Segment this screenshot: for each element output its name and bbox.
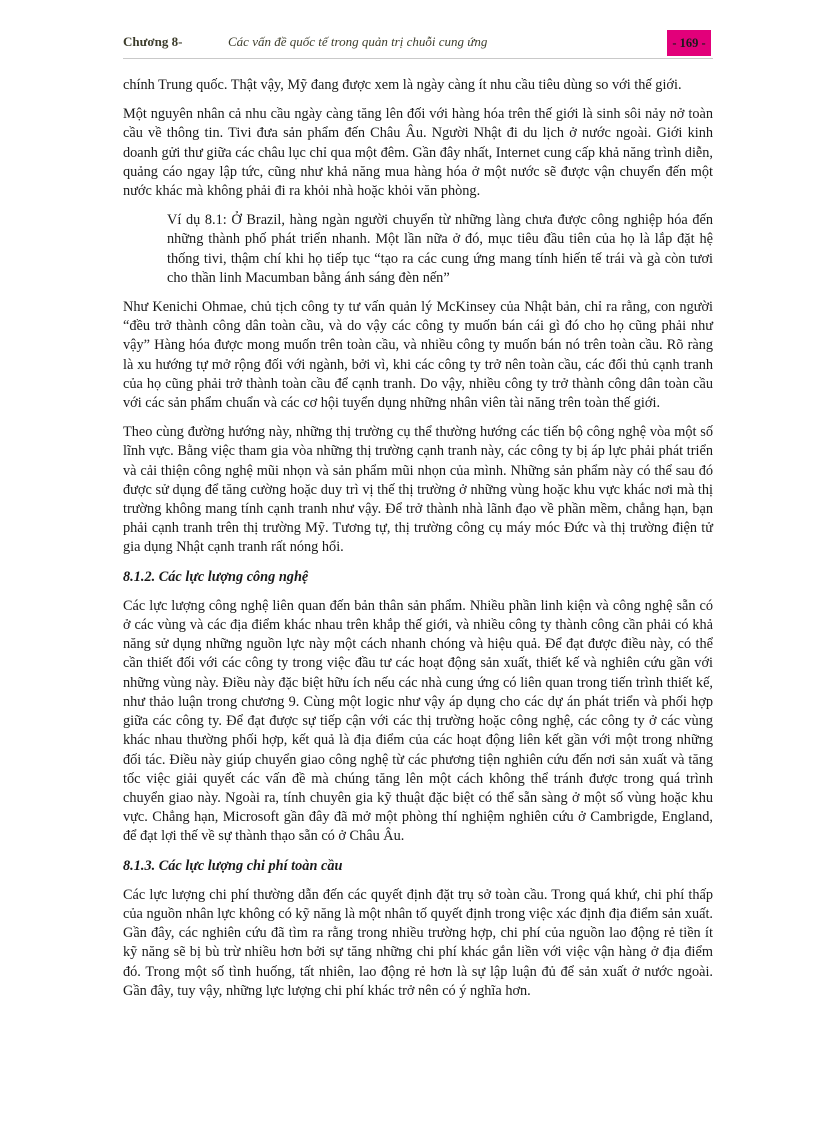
- paragraph: Các lực lượng chi phí thường dẫn đến các quyết định đặt trụ sở toàn cầu. Trong quá khứ, chi phí thấp của nguồn nhân lực không có kỹ năng là một nhân tố quyết định trong việc xác định địa điểm sản xuất. Gần đây, các nghiên cứu đã tìm ra rằng trong nhiều trường hợp, chi phí của nguồn lao động rẻ tiền ít kỹ năng sẽ bị bù trừ nhiều hơn bởi sự tăng những chi phí khác gắn liền với việc vận hàng ở địa điểm đó. Trong một số tình huống, tất nhiên, lao động rẻ hơn là sự lập luận đủ để sản xuất ở nước ngoài. Gần đây, tuy vậy, những lực lượng chi phí khác trở nên có ý nghĩa hơn.: [123, 886, 713, 999]
- paragraph: chính Trung quốc. Thật vậy, Mỹ đang được xem là ngày càng ít nhu cầu tiêu dùng so với thế giới.: [123, 77, 682, 93]
- header-divider: [123, 58, 713, 59]
- section-heading: 8.1.2. Các lực lượng công nghệ: [123, 568, 309, 585]
- chapter-title: Các vấn đề quốc tế trong quản trị chuỗi cung ứng: [228, 34, 488, 49]
- document-body: [123, 76, 713, 1011]
- paragraph: Như Kenichi Ohmae, chủ tịch công ty tư vấn quản lý McKinsey của Nhật bản, chỉ ra rằng, con người “đều trở thành công dân toàn cầu, và do vậy các công ty muốn bán cái gì đó cho họ cũng phải như vậy” Hàng hóa được mong muốn trên toàn cầu, và nhiều công ty muốn bán nó trên toàn cầu. Rõ ràng là xu hướng tự mở rộng đối với ngành, bởi vì, khi các công ty trở nên toàn cầu, các đối thủ cạnh tranh của họ cũng phải trở thành toàn cầu để cạnh tranh. Do vậy, nhiều công ty trở thành công dân toàn cầu với các sản phẩm chuẩn và các cơ hội tuyển dụng những nhân viên tài năng trên toàn thế giới.: [123, 299, 713, 412]
- section-heading: 8.1.3. Các lực lượng chi phí toàn cầu: [123, 857, 343, 874]
- example-block: Ví dụ 8.1: Ở Brazil, hàng ngàn người chuyển từ những làng chưa được công nghiệp hóa đến những thành phố phát triển nhanh. Một lần nữa ở đó, mục tiêu đầu tiên của họ là lắp đặt hệ thống tivi, thậm chí khi họ tiếp tục “tạo ra các cung ứng mang tính hiến tế trái và gà còn tươi cho thần linh Macumban bằng ánh sáng đèn nến”: [167, 212, 713, 286]
- paragraph: Các lực lượng công nghệ liên quan đến bản thân sản phẩm. Nhiều phần linh kiện và công nghệ sẵn có ở các vùng và các địa điểm khác nhau trên khắp thế giới, và nhiều công ty thành công cần phải có khả năng sử dụng những nguồn lực này một cách nhanh chóng và hiệu quả. Để đạt được điều này, có thể cần thiết đối với các công ty trong việc đầu tư các hoạt động sản xuất, thiết kế và nghiên cứu gần với những vùng này. Điều này đặc biệt hữu ích nếu các nhà cung ứng có liên quan trong tiến trình thiết kế, như thảo luận trong chương 9. Cùng một logic như vậy áp dụng cho các dự án phát triển và phối hợp giữa các công ty. Để đạt được sự tiếp cận với các thị trường hoặc công nghệ, các công ty ở các vùng khác nhau thường phối hợp, kết quả là địa điểm của các hoạt động liên kết gần với một trong những đối tác. Điều này giúp chuyển giao công nghệ từ các phương tiện nghiên cứu đến nơi sản xuất và tăng tốc việc giải quyết các vấn đề mà chúng tăng lên một cách không thể tránh được trong quá trình chuyển giao này. Ngoài ra, tính chuyên gia kỹ thuật đặc biệt có thể sẵn sàng ở một số vùng hoặc khu vực. Chẳng hạn, Microsoft gần đây đã mở một phòng thí nghiệm nghiên cứu ở Cambrigde, England, để đạt lợi thế về sự thành thạo sẵn có ở Châu Âu.: [123, 597, 713, 845]
- paragraph: Một nguyên nhân cả nhu cầu ngày càng tăng lên đối với hàng hóa trên thế giới là sinh sôi nảy nở toàn cầu về thông tin. Tivi đưa sản phẩm đến Châu Âu. Người Nhật đi du lịch ở nước ngoài. Giới kinh doanh gửi thư giữa các châu lục chỉ qua một đêm. Gần đây nhất, Internet cung cấp khả năng trình diễn, quảng cáo ngay lập tức, cũng như khả năng mua hàng hóa ở một nước sẽ được vận chuyển đến một nước khác mà không phải đi ra khỏi nhà hoặc khỏi văn phòng.: [123, 106, 713, 200]
- page-header: [123, 34, 713, 56]
- page-number-badge: - 169 -: [667, 30, 711, 56]
- paragraph: Theo cùng đường hướng này, những thị trường cụ thể thường hướng các tiến bộ công nghệ vòa một số lĩnh vực. Bằng việc tham gia vòa những thị trường cạnh tranh này, các công ty bị áp lực phải phát triển và cải thiện công nghệ mũi nhọn và sản phẩm mũi nhọn của mình. Những sản phẩm này có thể sau đó được sử dụng để tăng cường hoặc duy trì vị thế thị trường ở những vùng hoặc khu vực khác nơi mà thị trường không mang tính cạnh tranh như vậy. Để trở thành nhà lãnh đạo về phần mềm, chẳng hạn, bạn phải cạnh tranh trên thị trường Mỹ. Tương tự, thị trường công cụ máy móc Đức và thị trường điện tử gia dụng Nhật cạnh tranh rất nóng hổi.: [123, 424, 713, 556]
- chapter-label: Chương 8-: [123, 34, 183, 49]
